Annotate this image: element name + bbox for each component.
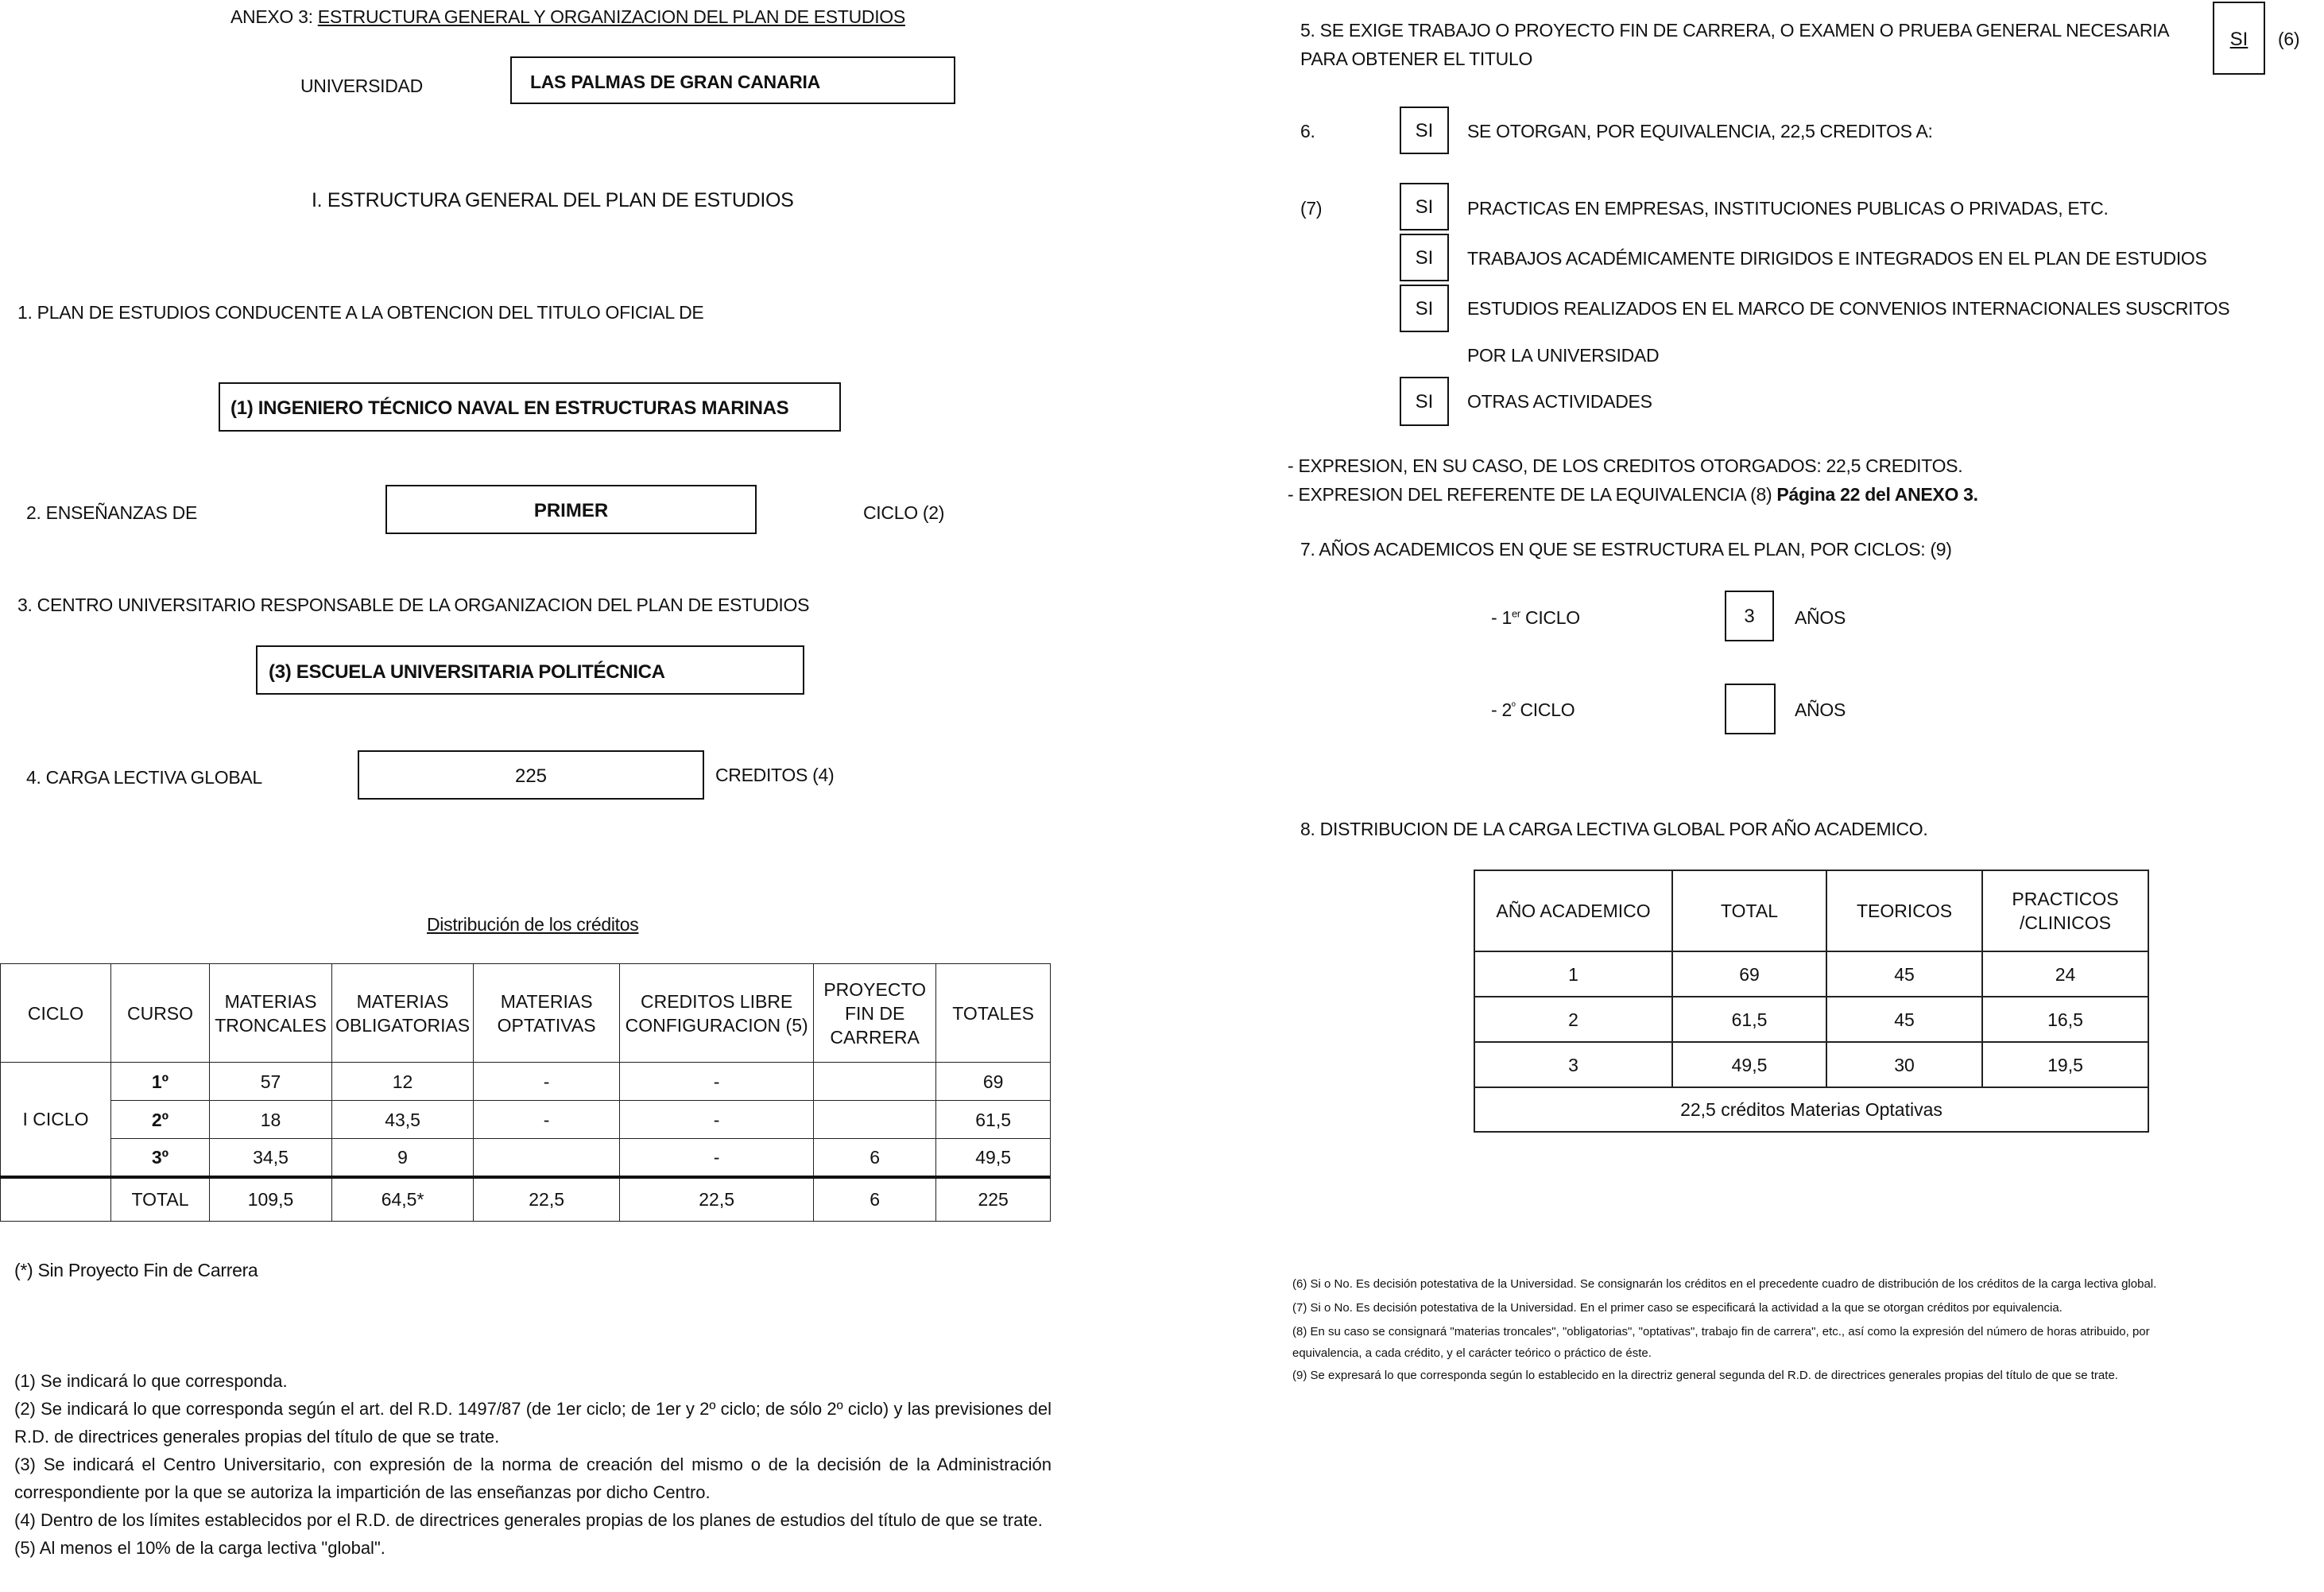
- table-row: [1474, 951, 2148, 997]
- universidad-label: UNIVERSIDAD: [300, 76, 423, 96]
- ciclo1-anos: AÑOS: [1795, 607, 1846, 628]
- credits-table: [0, 963, 1051, 1222]
- expresion-creditos: - EXPRESION, EN SU CASO, DE LOS CREDITOS OTORGADOS: 22,5 CREDITOS.: [1288, 455, 1963, 476]
- table-cell: 61,5: [936, 1101, 1051, 1139]
- ciclo2-label: - $2^º$ CICLO: [1491, 699, 1575, 720]
- table-cell: 34,5: [210, 1139, 332, 1177]
- item7-number: (7): [1300, 198, 1323, 219]
- table-cell: -: [620, 1101, 814, 1139]
- table-cell: [474, 1139, 620, 1177]
- table-cell: 64,5*: [332, 1177, 474, 1222]
- equiv-text-2: TRABAJOS ACADÉMICAMENTE DIRIGIDOS E INTEGRADOS EN EL PLAN DE ESTUDIOS: [1467, 248, 2207, 269]
- item5-value: SI: [2229, 29, 2248, 50]
- header-practicos: PRACTICOS /CLINICOS: [1982, 870, 2148, 951]
- table-cell: 61,5: [1672, 997, 1826, 1042]
- table-cell: -: [620, 1063, 814, 1101]
- equiv-text-3-cont: POR LA UNIVERSIDAD: [1467, 345, 1660, 366]
- credits-table-title: Distribución de los créditos: [427, 914, 639, 935]
- header-total: TOTAL: [1672, 870, 1826, 951]
- header-ano: AÑO ACADEMICO: [1474, 870, 1672, 951]
- ciclo1-label: - 1er CICLO: [1491, 607, 1580, 628]
- table-cell: -: [474, 1101, 620, 1139]
- table-cell: -: [620, 1139, 814, 1177]
- item5-label: 5. SE EXIGE TRABAJO O PROYECTO FIN DE CARRERA, O EXAMEN O PRUEBA GENERAL NECESARIA PARA OBTENER EL TITULO: [1300, 20, 2169, 69]
- header-curso: CURSO: [111, 964, 210, 1063]
- table-cell: 6: [814, 1139, 936, 1177]
- table-row: [1474, 997, 2148, 1042]
- footnote-2: (2) Se indicará lo que corresponda según el art. del R.D. 1497/87 (de 1er ciclo; de 1er y 2º ciclo; de sólo 2º ciclo) y las previsiones del R.D. de directrices generales propias del título de que se trate.: [14, 1399, 1052, 1447]
- table-cell: 57: [210, 1063, 332, 1101]
- header-libre-config: CREDITOS LIBRE CONFIGURACION (5): [620, 964, 814, 1063]
- table-cell: 69: [936, 1063, 1051, 1101]
- expresion-referente-value: Página 22 del ANEXO 3.: [1776, 484, 1978, 505]
- table-cell: 49,5: [1672, 1042, 1826, 1087]
- table-cell: 3: [1474, 1042, 1672, 1087]
- left-footnotes: [14, 1367, 1052, 1562]
- item2-label: 2. ENSEÑANZAS DE: [26, 502, 198, 523]
- table-cell: 43,5: [332, 1101, 474, 1139]
- equiv-value-2: SI: [1415, 247, 1434, 269]
- table-cell: 2: [1474, 997, 1672, 1042]
- annex-heading: [230, 6, 905, 28]
- table-cell: 109,5: [210, 1177, 332, 1222]
- table-cell: 2º: [111, 1101, 210, 1139]
- table-cell: 22,5: [474, 1177, 620, 1222]
- table-row: [1, 1139, 1051, 1177]
- universidad-value: LAS PALMAS DE GRAN CANARIA: [530, 72, 820, 92]
- credits-table-header-row: [1, 964, 1051, 1063]
- table-cell: 3º: [111, 1139, 210, 1177]
- table-cell: 9: [332, 1139, 474, 1177]
- year-table-header-row: [1474, 870, 2148, 951]
- table-cell: [1, 1177, 111, 1222]
- year-table-footer-row: [1474, 1087, 2148, 1132]
- equiv-value-3: SI: [1415, 298, 1434, 320]
- footnote-8-cont: equivalencia, a cada crédito, y el carácter teórico o práctico de éste.: [1292, 1346, 1652, 1360]
- table-cell: 19,5: [1982, 1042, 2148, 1087]
- table-cell: 12: [332, 1063, 474, 1101]
- table-cell: 225: [936, 1177, 1051, 1222]
- footnote-9: (9) Se expresará lo que corresponda según lo establecido en la directriz general segunda del R.D. de directrices generales propias del título de que se trate.: [1292, 1369, 2118, 1382]
- ciclo1-value: 3: [1744, 606, 1755, 627]
- header-troncales: MATERIAS TRONCALES: [210, 964, 332, 1063]
- item5-note: (6): [2278, 29, 2300, 49]
- section-title: I. ESTRUCTURA GENERAL DEL PLAN DE ESTUDIOS: [312, 189, 794, 211]
- table-cell: 30: [1826, 1042, 1982, 1087]
- header-obligatorias: MATERIAS OBLIGATORIAS: [332, 964, 474, 1063]
- item1-label: 1. PLAN DE ESTUDIOS CONDUCENTE A LA OBTENCION DEL TITULO OFICIAL DE: [17, 302, 704, 323]
- item3-value: (3) ESCUELA UNIVERSITARIA POLITÉCNICA: [269, 661, 665, 683]
- item6-number: 6.: [1300, 121, 1315, 141]
- footnote-6: (6) Si o No. Es decisión potestativa de la Universidad. Se consignarán los créditos en el precedente cuadro de distribución de los créditos de la carga lectiva global.: [1292, 1277, 2157, 1291]
- header-teoricos: TEORICOS: [1826, 870, 1982, 951]
- table-row: [1, 1101, 1051, 1139]
- year-table-footer: 22,5 créditos Materias Optativas: [1474, 1087, 2148, 1132]
- table-cell: 6: [814, 1177, 936, 1222]
- footnote-5: (5) Al menos el 10% de la carga lectiva "global".: [14, 1538, 385, 1558]
- header-proyecto: PROYECTO FIN DE CARRERA: [814, 964, 936, 1063]
- header-totales: TOTALES: [936, 964, 1051, 1063]
- annex-title: ESTRUCTURA GENERAL Y ORGANIZACION DEL PLAN DE ESTUDIOS: [317, 6, 905, 27]
- footnote-8: (8) En su caso se consignará "materias troncales", "obligatorias", "optativas", trabajo fin de carrera", etc., así como la expresión del número de horas atribuido, por: [1292, 1325, 2150, 1338]
- annex-prefix: ANEXO 3:: [230, 6, 318, 27]
- table-row: [1, 1063, 1051, 1101]
- table-cell: 24: [1982, 951, 2148, 997]
- expresion-referente-prefix: - EXPRESION DEL REFERENTE DE LA EQUIVALENCIA (8): [1288, 484, 1777, 505]
- equiv-value-4: SI: [1415, 391, 1434, 413]
- table-cell: TOTAL: [111, 1177, 210, 1222]
- item6-text: SE OTORGAN, POR EQUIVALENCIA, 22,5 CREDITOS A:: [1467, 121, 1933, 141]
- equiv-value-1: SI: [1415, 196, 1434, 218]
- item4-suffix: CREDITOS (4): [715, 765, 835, 785]
- ciclo2-anos: AÑOS: [1795, 699, 1846, 720]
- ciclo2-box: [1725, 684, 1776, 734]
- footnote-3: (3) Se indicará el Centro Universitario, con expresión de la norma de creación del mismo o de la decisión de la Administración correspondiente por la que se autoriza la impartición de las enseñanzas por dicho Centro.: [14, 1454, 1052, 1502]
- table-cell: 49,5: [936, 1139, 1051, 1177]
- item7-title: 7. AÑOS ACADEMICOS EN QUE SE ESTRUCTURA EL PLAN, POR CICLOS: (9): [1300, 539, 1952, 560]
- year-table: [1474, 870, 2149, 1133]
- table-cell: [814, 1063, 936, 1101]
- table-cell: 16,5: [1982, 997, 2148, 1042]
- table-row: [1474, 1042, 2148, 1087]
- table-cell: 1º: [111, 1063, 210, 1101]
- table-cell: 22,5: [620, 1177, 814, 1222]
- item4-value: 225: [514, 765, 548, 787]
- expresion-referente: [1288, 484, 1978, 505]
- footnote-1: (1) Se indicará lo que corresponda.: [14, 1371, 288, 1391]
- asterisk-note: (*) Sin Proyecto Fin de Carrera: [14, 1260, 258, 1280]
- ciclo-cell: I CICLO: [1, 1063, 111, 1177]
- item8-title: 8. DISTRIBUCION DE LA CARGA LECTIVA GLOBAL POR AÑO ACADEMICO.: [1300, 819, 1928, 839]
- table-cell: -: [474, 1063, 620, 1101]
- equiv-text-4: OTRAS ACTIVIDADES: [1467, 391, 1652, 412]
- item4-label: 4. CARGA LECTIVA GLOBAL: [26, 767, 262, 788]
- header-optativas: MATERIAS OPTATIVAS: [474, 964, 620, 1063]
- item2-value: PRIMER: [533, 500, 609, 521]
- item2-suffix: CICLO (2): [863, 502, 945, 523]
- table-cell: [814, 1101, 936, 1139]
- header-ciclo: CICLO: [1, 964, 111, 1063]
- item6-value: SI: [1415, 120, 1434, 141]
- footnote-7: (7) Si o No. Es decisión potestativa de la Universidad. En el primer caso se especificará la actividad a la que se otorgan créditos por equivalencia.: [1292, 1301, 2063, 1315]
- footnote-4: (4) Dentro de los límites establecidos por el R.D. de directrices generales propias de los planes de estudios del título de que se trate.: [14, 1510, 1043, 1530]
- equiv-text-3: ESTUDIOS REALIZADOS EN EL MARCO DE CONVENIOS INTERNACIONALES SUSCRITOS: [1467, 298, 2230, 319]
- table-cell: 45: [1826, 997, 1982, 1042]
- table-cell: 69: [1672, 951, 1826, 997]
- table-cell: 18: [210, 1101, 332, 1139]
- table-cell: 45: [1826, 951, 1982, 997]
- table-total-row: [1, 1177, 1051, 1222]
- table-cell: 1: [1474, 951, 1672, 997]
- item3-label: 3. CENTRO UNIVERSITARIO RESPONSABLE DE LA ORGANIZACION DEL PLAN DE ESTUDIOS: [17, 595, 810, 615]
- equiv-text-1: PRACTICAS EN EMPRESAS, INSTITUCIONES PUBLICAS O PRIVADAS, ETC.: [1467, 198, 2109, 219]
- item1-value: (1) INGENIERO TÉCNICO NAVAL EN ESTRUCTURAS MARINAS: [230, 397, 789, 419]
